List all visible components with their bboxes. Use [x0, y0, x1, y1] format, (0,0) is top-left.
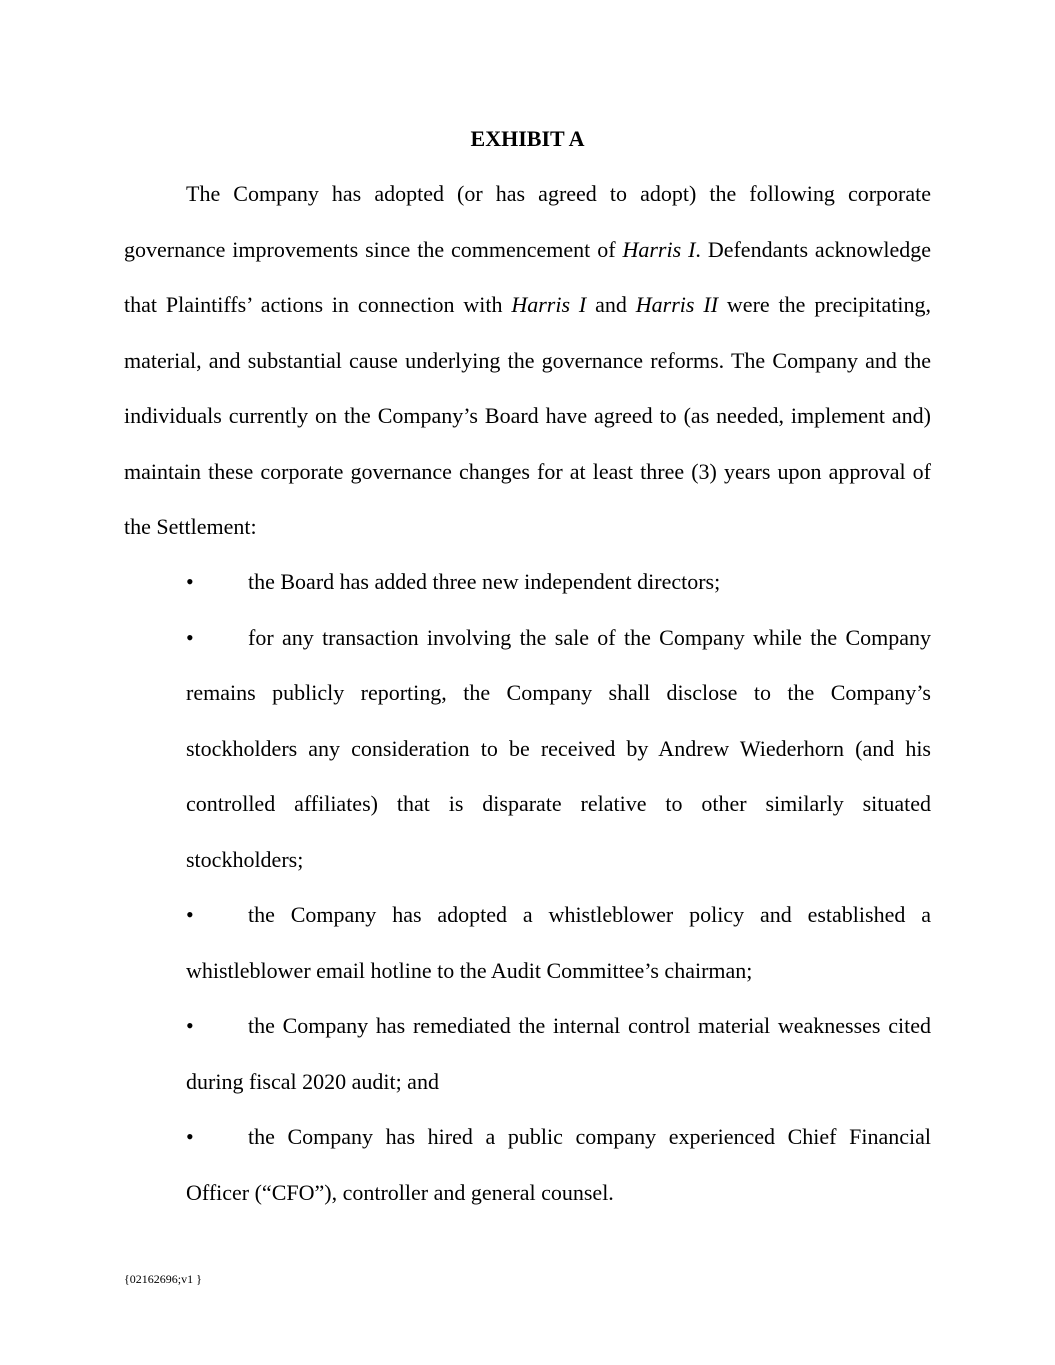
bullet-icon: • [186, 1013, 194, 1038]
list-item-text: the Company has remediated the internal control material weaknesses cited during fiscal 2020 audit; and [186, 1013, 931, 1094]
document-footer-code: {02162696;v1 } [124, 1272, 202, 1286]
case-name-harris-i: Harris I [622, 236, 696, 262]
list-item [186, 1109, 931, 1220]
intro-text-4: were the precipitating, material, and substantial cause underlying the governance reforms. The Company and the individuals currently on the Company’s Board have agreed to (as needed, implement and) maintain these corporate governance changes for at least three (3) years upon approval of the Settlement: [124, 292, 931, 539]
bullet-icon: • [186, 1124, 194, 1149]
bullet-icon: • [186, 569, 194, 594]
list-item-text: for any transaction involving the sale of the Company while the Company remains publicly reporting, the Company shall disclose to the Company’s stockholders any consideration to be received by Andrew Wiederhorn (and his controlled affiliates) that is disparate relative to other similarly situated stockholders; [186, 624, 931, 872]
exhibit-title: EXHIBIT A [470, 126, 585, 151]
list-item [186, 998, 931, 1109]
case-name-harris-i: Harris I [511, 292, 587, 317]
list-item [186, 554, 931, 610]
intro-text-2: . Defendants acknowledge that Plaintiffs’ actions in connection with [124, 236, 931, 317]
bullet-icon: • [186, 902, 194, 927]
reform-list [186, 554, 931, 1220]
list-item-text: the Company has hired a public company experienced Chief Financial Officer (“CFO”), controller and general counsel. [186, 1124, 931, 1205]
case-name-harris-ii: Harris II [635, 292, 719, 317]
bullet-icon: • [186, 624, 194, 650]
list-item [186, 610, 931, 888]
list-item [186, 887, 931, 998]
intro-paragraph [124, 166, 931, 555]
intro-text-3: and [586, 292, 636, 317]
intro-text-1: The Company has adopted (or has agreed to adopt) the following corporate governance improvements since the commencement of [124, 181, 931, 262]
list-item-text: the Board has added three new independent directors; [248, 569, 721, 594]
list-item-text: the Company has adopted a whistleblower policy and established a whistleblower email hotline to the Audit Committee’s chairman; [186, 902, 931, 983]
